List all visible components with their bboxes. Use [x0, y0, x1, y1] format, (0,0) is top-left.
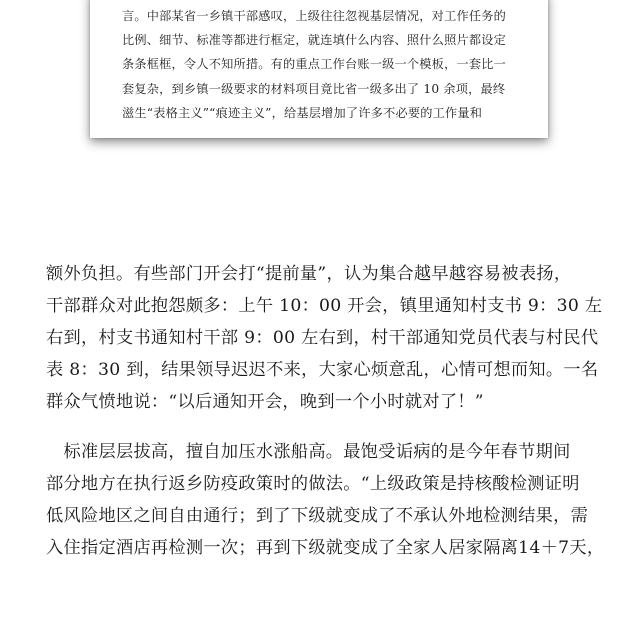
article-text-line: 表 8：30 到，结果领导迟迟不来，大家心烦意乱，心情可想而知。一名 [46, 360, 599, 380]
article-text-line: 群众气愤地说：“以后通知开会，晚到一个小时就对了！” [46, 392, 484, 412]
preview-text-line: 言。中部某省一乡镇干部感叹，上级往往忽视基层情况，对工作任务的 [122, 9, 507, 23]
article-text-line: 低风险地区之间自由通行；到了下级就变成了不承认外地检测结果，需 [46, 506, 589, 526]
article-text-line: 右到，村支书通知村干部 9：00 左右到，村干部通知党员代表与村民代 [46, 328, 599, 348]
paragraph-2 [46, 436, 606, 564]
preview-text-line: 滋生“表格主义”“痕迹主义”，给基层增加了许多不必要的工作量和 [122, 105, 483, 120]
preview-text-line: 套复杂，到乡镇一级要求的材料项目竟比省一级多出了 10 余项，最终 [122, 81, 506, 96]
article-text-line: 干部群众对此抱怨颇多：上午 10：00 开会，镇里通知村支书 9：30 左 [46, 296, 603, 316]
preview-text-line: 比例、细节、标准等都进行框定，就连填什么内容、照什么照片都设定 [122, 33, 507, 48]
document-preview-card [90, 0, 548, 138]
paragraph-gap [46, 418, 606, 436]
article-text-line: 额外负担。有些部门开会打“提前量”，认为集合越早越容易被表扬， [46, 264, 572, 284]
article-text-line: 部分地方在执行返乡防疫政策时的做法。“上级政策是持核酸检测证明 [46, 474, 580, 494]
article-text-line: 标准层层拔高，擅自加压水涨船高。最饱受诟病的是今年春节期间 [46, 442, 571, 462]
article-text-line: 入住指定酒店再检测一次；再到下级就变成了全家人居家隔离14＋7天， [46, 538, 605, 558]
article-body [46, 258, 606, 564]
paragraph-1 [46, 258, 606, 418]
preview-text-line: 条条框框，令人不知所措。有的重点工作台账一级一个模板，一套比一 [122, 57, 507, 72]
